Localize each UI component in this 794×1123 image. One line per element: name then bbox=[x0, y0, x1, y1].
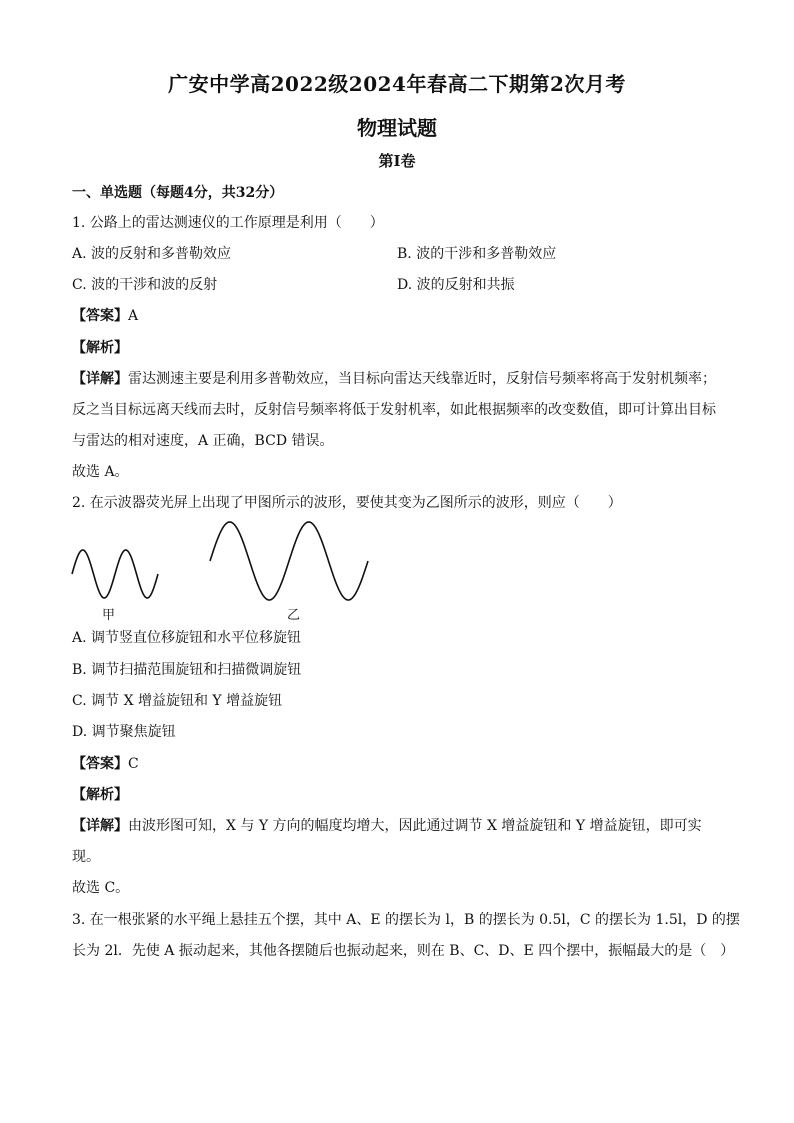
volume-title: 第Ⅰ卷 bbox=[378, 152, 416, 170]
q1-detail-line-3: 与雷达的相对速度，A 正确，BCD 错误。 bbox=[72, 433, 334, 449]
section-heading: 一、单选题（每题4分，共32分） bbox=[72, 185, 284, 201]
detail-text: 由波形图可知，X 与 Y 方向的幅度均增大，因此通过调节 X 增益旋钮和 Y 增益旋钮，即可实 bbox=[128, 818, 702, 834]
answer-tag: 【答案】 bbox=[72, 756, 128, 772]
q2-option-a: A. 调节竖直位移旋钮和水平位移旋钮 bbox=[72, 630, 302, 646]
q1-option-b: B. 波的干涉和多普勒效应 bbox=[397, 246, 557, 262]
q2-stem: 2. 在示波器荧光屏上出现了甲图所示的波形，要使其变为乙图所示的波形，则应（ ） bbox=[72, 495, 622, 511]
subject-title: 物理试题 bbox=[357, 116, 437, 140]
q2-option-b: B. 调节扫描范围旋钮和扫描微调旋钮 bbox=[72, 662, 302, 678]
q2-option-c: C. 调节 X 增益旋钮和 Y 增益旋钮 bbox=[72, 693, 283, 709]
q2-conclusion: 故选 C。 bbox=[72, 880, 130, 896]
q2-detail-line-1 bbox=[72, 816, 702, 836]
q2-analysis-tag: 【解析】 bbox=[72, 787, 128, 803]
q1-analysis-tag: 【解析】 bbox=[72, 340, 128, 356]
wave-figure-yi bbox=[210, 520, 372, 602]
q2-answer bbox=[72, 754, 139, 774]
answer-value: C bbox=[128, 756, 139, 772]
q2-option-d: D. 调节聚焦旋钮 bbox=[72, 724, 176, 740]
figure-label-yi: 乙 bbox=[287, 608, 301, 623]
q1-option-d: D. 波的反射和共振 bbox=[397, 277, 515, 293]
q1-detail-line-2: 反之当目标远离天线而去时，反射信号频率将低于发射机率，如此根据频率的改变数值，即可计算出目标 bbox=[72, 402, 716, 418]
q1-detail-line-1 bbox=[72, 369, 716, 389]
q3-stem-line-2: 长为 2l．先使 A 振动起来，其他各摆随后也振动起来，则在 B、C、D、E 四个摆中，振幅最大的是（ ） bbox=[72, 943, 735, 959]
detail-tag: 【详解】 bbox=[72, 371, 128, 387]
exam-title: 广安中学高2022级2024年春高二下期第2次月考 bbox=[168, 72, 626, 96]
detail-text: 雷达测速主要是利用多普勒效应，当目标向雷达天线靠近时，反射信号频率将高于发射机频率； bbox=[128, 371, 716, 387]
wave-figure-jia bbox=[72, 548, 162, 600]
q1-conclusion: 故选 A。 bbox=[72, 464, 129, 480]
figure-label-jia: 甲 bbox=[102, 608, 116, 623]
detail-tag: 【详解】 bbox=[72, 818, 128, 834]
q1-option-a: A. 波的反射和多普勒效应 bbox=[72, 246, 232, 262]
answer-value: A bbox=[128, 308, 139, 324]
q1-answer bbox=[72, 306, 138, 326]
q3-stem-line-1: 3. 在一根张紧的水平绳上悬挂五个摆，其中 A、E 的摆长为 l，B 的摆长为 0.5l，C 的摆长为 1.5l，D 的摆 bbox=[72, 912, 740, 928]
answer-tag: 【答案】 bbox=[72, 308, 128, 324]
q2-detail-line-2: 现。 bbox=[72, 849, 100, 865]
q1-option-c: C. 波的干涉和波的反射 bbox=[72, 277, 218, 293]
q1-stem: 1. 公路上的雷达测速仪的工作原理是利用（ ） bbox=[72, 215, 384, 231]
